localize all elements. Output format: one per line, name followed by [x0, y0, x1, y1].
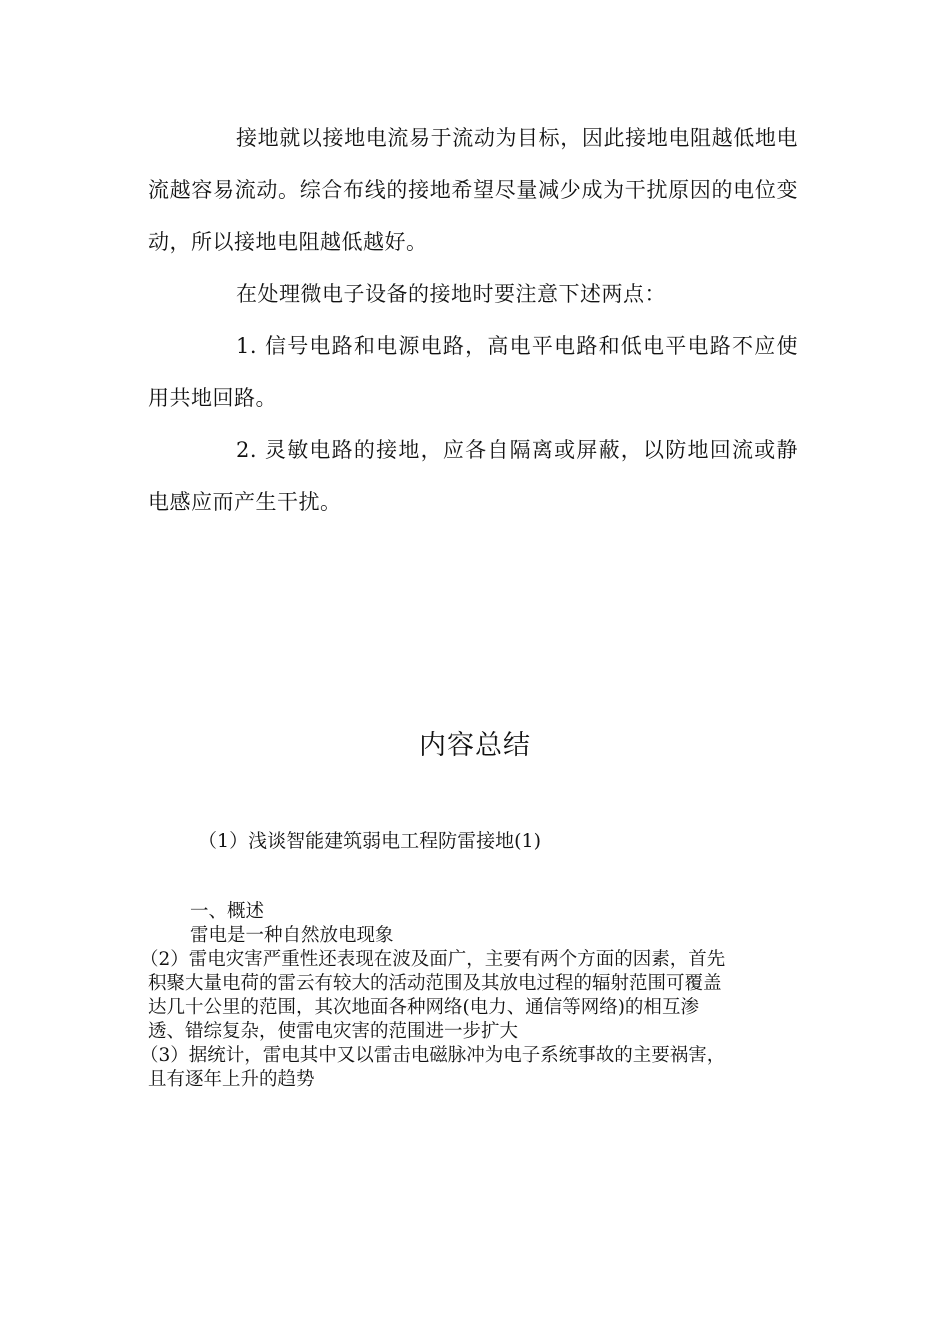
paragraph-two-points-intro: 在处理微电子设备的接地时要注意下述两点： [236, 282, 666, 306]
summary-line: 一、概述 [190, 901, 265, 922]
summary-line: 积聚大量电荷的雷云有较大的活动范围及其放电过程的辐射范围可覆盖 [148, 973, 722, 994]
paragraph-point-2: 2. 灵敏电路的接地，应各自隔离或屏蔽，以防地回流或静电感应而产生干扰。 [148, 438, 798, 514]
summary-line: 且有逐年上升的趋势 [148, 1069, 315, 1090]
summary-line: （2）雷电灾害严重性还表现在波及面广，主要有两个方面的因素，首先 [140, 949, 726, 970]
paragraph-grounding-resistance: 接地就以接地电流易于流动为目标，因此接地电阻越低地电流越容易流动。综合布线的接地希望尽量减少成为干扰原因的电位变动，所以接地电阻越低越好。 [148, 126, 798, 254]
body-paragraph-1 [148, 112, 798, 268]
paragraph-point-1: 1. 信号电路和电源电路，高电平电路和低电平电路不应使用共地回路。 [148, 334, 798, 410]
summary-line: 雷电是一种自然放电现象 [190, 925, 394, 946]
summary-line: 达几十公里的范围，其次地面各种网络(电力、通信等网络)的相互渗 [148, 997, 699, 1018]
section-title: 内容总结 [419, 730, 531, 761]
body-paragraph-4 [148, 424, 798, 528]
summary-heading: （1）浅谈智能建筑弱电工程防雷接地(1) [198, 830, 542, 852]
body-paragraph-3 [148, 320, 798, 424]
summary-line: 透、错综复杂，使雷电灾害的范围进一步扩大 [148, 1021, 519, 1042]
body-paragraph-2 [148, 268, 798, 320]
summary-body [140, 900, 808, 1092]
summary-line: （3）据统计，雷电其中又以雷击电磁脉冲为电子系统事故的主要祸害， [140, 1045, 726, 1066]
